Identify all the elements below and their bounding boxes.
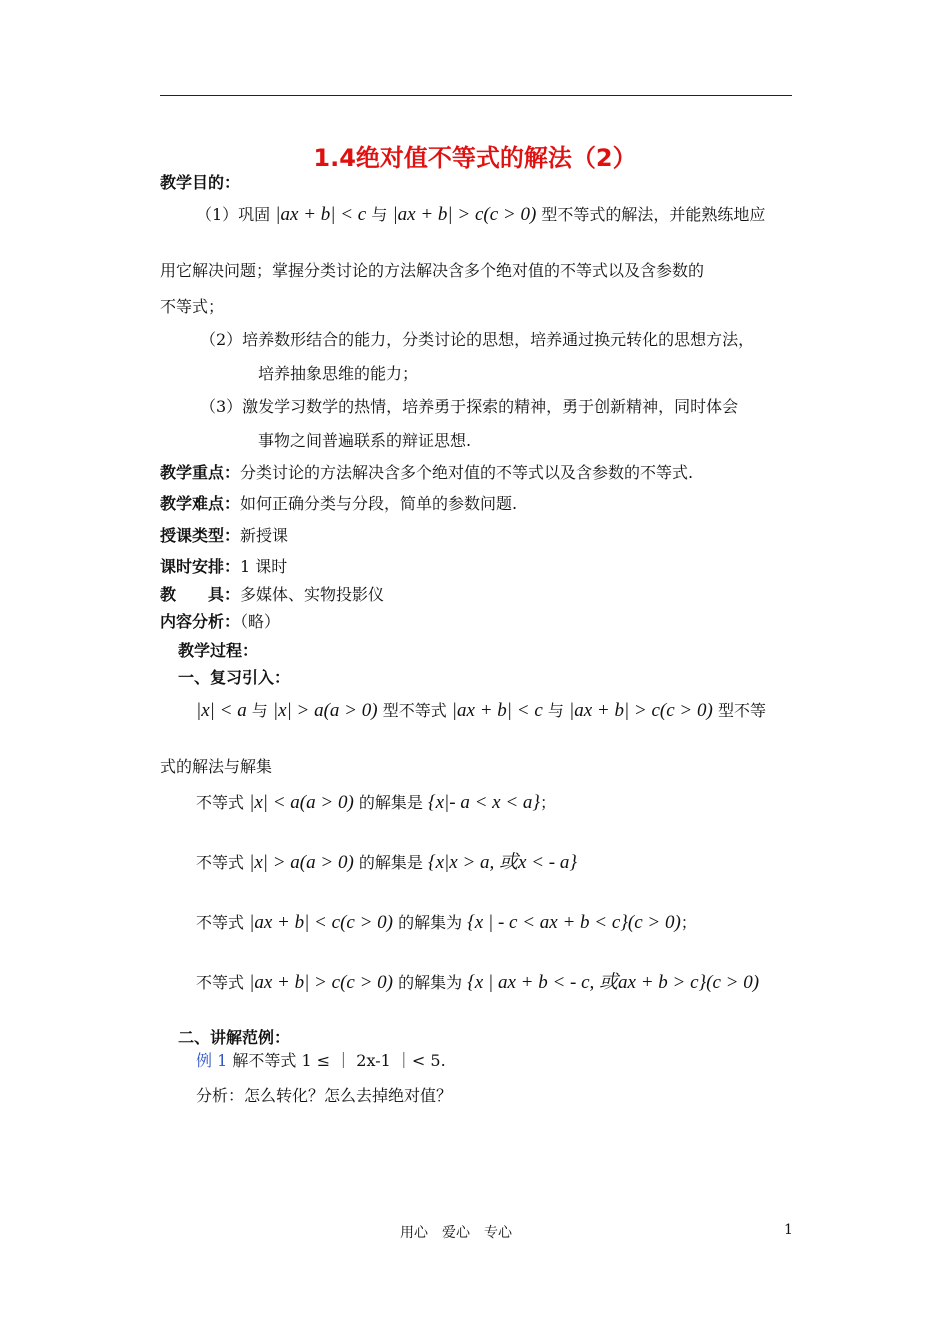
analysis-value: （略） (240, 612, 281, 631)
review-heading: 一、复习引入： (178, 668, 291, 687)
math-abs-x-gt-a: |x| > a(a > 0) (272, 700, 378, 721)
examples-heading: 二、讲解范例： (178, 1028, 291, 1047)
rule-prefix: 不等式 (196, 973, 245, 992)
process-heading: 教学过程： (178, 641, 259, 660)
rule-row (196, 852, 577, 874)
math-abs-ax-b-gt-c-review: |ax + b| > c(c > 0) (568, 700, 713, 721)
key-points-label: 教学重点： (160, 463, 241, 482)
math-abs-ax-b-lt-c: |ax + b| < c (275, 204, 367, 225)
page-title: 1.4绝对值不等式的解法（2） (313, 144, 637, 172)
rule-prefix: 不等式 (196, 913, 245, 932)
lesson-type-value: 新授课 (240, 526, 289, 545)
lesson-type-label: 授课类型： (160, 526, 241, 545)
rule-lhs: |x| < a(a > 0) (249, 792, 354, 813)
review-and-2: 与 (547, 701, 564, 720)
example-1 (196, 1050, 446, 1072)
rule-row (196, 912, 697, 934)
tools-value: 多媒体、实物投影仪 (240, 585, 385, 604)
tools-row (160, 584, 384, 606)
objective-1-lead: （1）巩固 (196, 205, 271, 224)
review-line-1 (196, 700, 766, 722)
rule-row (196, 972, 759, 994)
rule-prefix: 不等式 (196, 853, 245, 872)
rule-mid: 的解集为 (398, 973, 463, 992)
review-and-1: 与 (251, 701, 268, 720)
difficulty-value: 如何正确分类与分段，简单的参数问题. (240, 494, 518, 513)
math-abs-ax-b-lt-c-review: |ax + b| < c (451, 700, 543, 721)
header-rule (160, 95, 792, 96)
rule-rhs: {x|x > a, 或x < - a} (428, 852, 577, 873)
rule-row (196, 792, 556, 814)
objective-2-line-2: 培养抽象思维的能力； (258, 364, 419, 383)
analysis-label: 内容分析： (160, 612, 241, 631)
objective-1-tail: 型不等式的解法，并能熟练地应 (541, 205, 766, 224)
rule-lhs: |ax + b| > c(c > 0) (249, 972, 393, 993)
objective-1-line-3: 不等式； (160, 297, 225, 316)
analysis-row (160, 611, 280, 633)
review-type-2: 型不等 (717, 701, 766, 720)
rule-mid: 的解集为 (398, 913, 463, 932)
rule-mid: 的解集是 (358, 853, 423, 872)
review-type-1: 型不等式 (382, 701, 447, 720)
rule-lhs: |ax + b| < c(c > 0) (249, 912, 393, 933)
objectives-heading: 教学目的： (160, 173, 241, 192)
difficulty-row (160, 493, 517, 515)
key-points-row (160, 462, 693, 484)
objective-1-line-1 (196, 204, 765, 226)
hours-value: 1 课时 (240, 557, 288, 576)
rule-lhs: |x| > a(a > 0) (249, 852, 354, 873)
page-number: 1 (784, 1222, 793, 1238)
objective-3-line-1: （3）激发学习数学的热情，培养勇于探索的精神，勇于创新精神，同时体会 (200, 397, 739, 416)
objective-1-line-2: 用它解决问题；掌握分类讨论的方法解决含多个绝对值的不等式以及含参数的 (160, 261, 705, 280)
example-1-analysis: 分析：怎么转化？怎么去掉绝对值？ (196, 1086, 453, 1105)
rule-end: ； (540, 793, 557, 812)
hours-label: 课时安排： (160, 557, 241, 576)
tools-label: 教 具： (160, 585, 241, 604)
math-abs-ax-b-gt-c: |ax + b| > c(c > 0) (392, 204, 537, 225)
rule-rhs: {x | - c < ax + b < c}(c > 0) (467, 912, 681, 933)
rule-rhs: {x|- a < x < a} (428, 792, 541, 813)
difficulty-label: 教学难点： (160, 494, 241, 513)
footer-motto: 用心 爱心 专心 (400, 1225, 512, 1241)
example-1-text: 解不等式 1 ≤ ｜ 2x-1 ｜< 5. (232, 1051, 446, 1070)
objective-1-mid: 与 (371, 205, 388, 224)
rule-rhs: {x | ax + b < - c, 或ax + b > c}(c > 0) (467, 972, 760, 993)
review-line-2: 式的解法与解集 (160, 757, 273, 776)
rule-mid: 的解集是 (358, 793, 423, 812)
key-points-value: 分类讨论的方法解决含多个绝对值的不等式以及含参数的不等式. (240, 463, 694, 482)
rule-end: ； (680, 913, 697, 932)
example-1-label: 例 1 (196, 1051, 228, 1070)
objective-3-line-2: 事物之间普遍联系的辩证思想. (258, 431, 472, 450)
rule-prefix: 不等式 (196, 793, 245, 812)
hours-row (160, 556, 287, 578)
math-abs-x-lt-a: |x| < a (196, 700, 247, 721)
objective-2-line-1: （2）培养数形结合的能力，分类讨论的思想，培养通过换元转化的思想方法， (200, 330, 755, 349)
lesson-type-row (160, 525, 288, 547)
